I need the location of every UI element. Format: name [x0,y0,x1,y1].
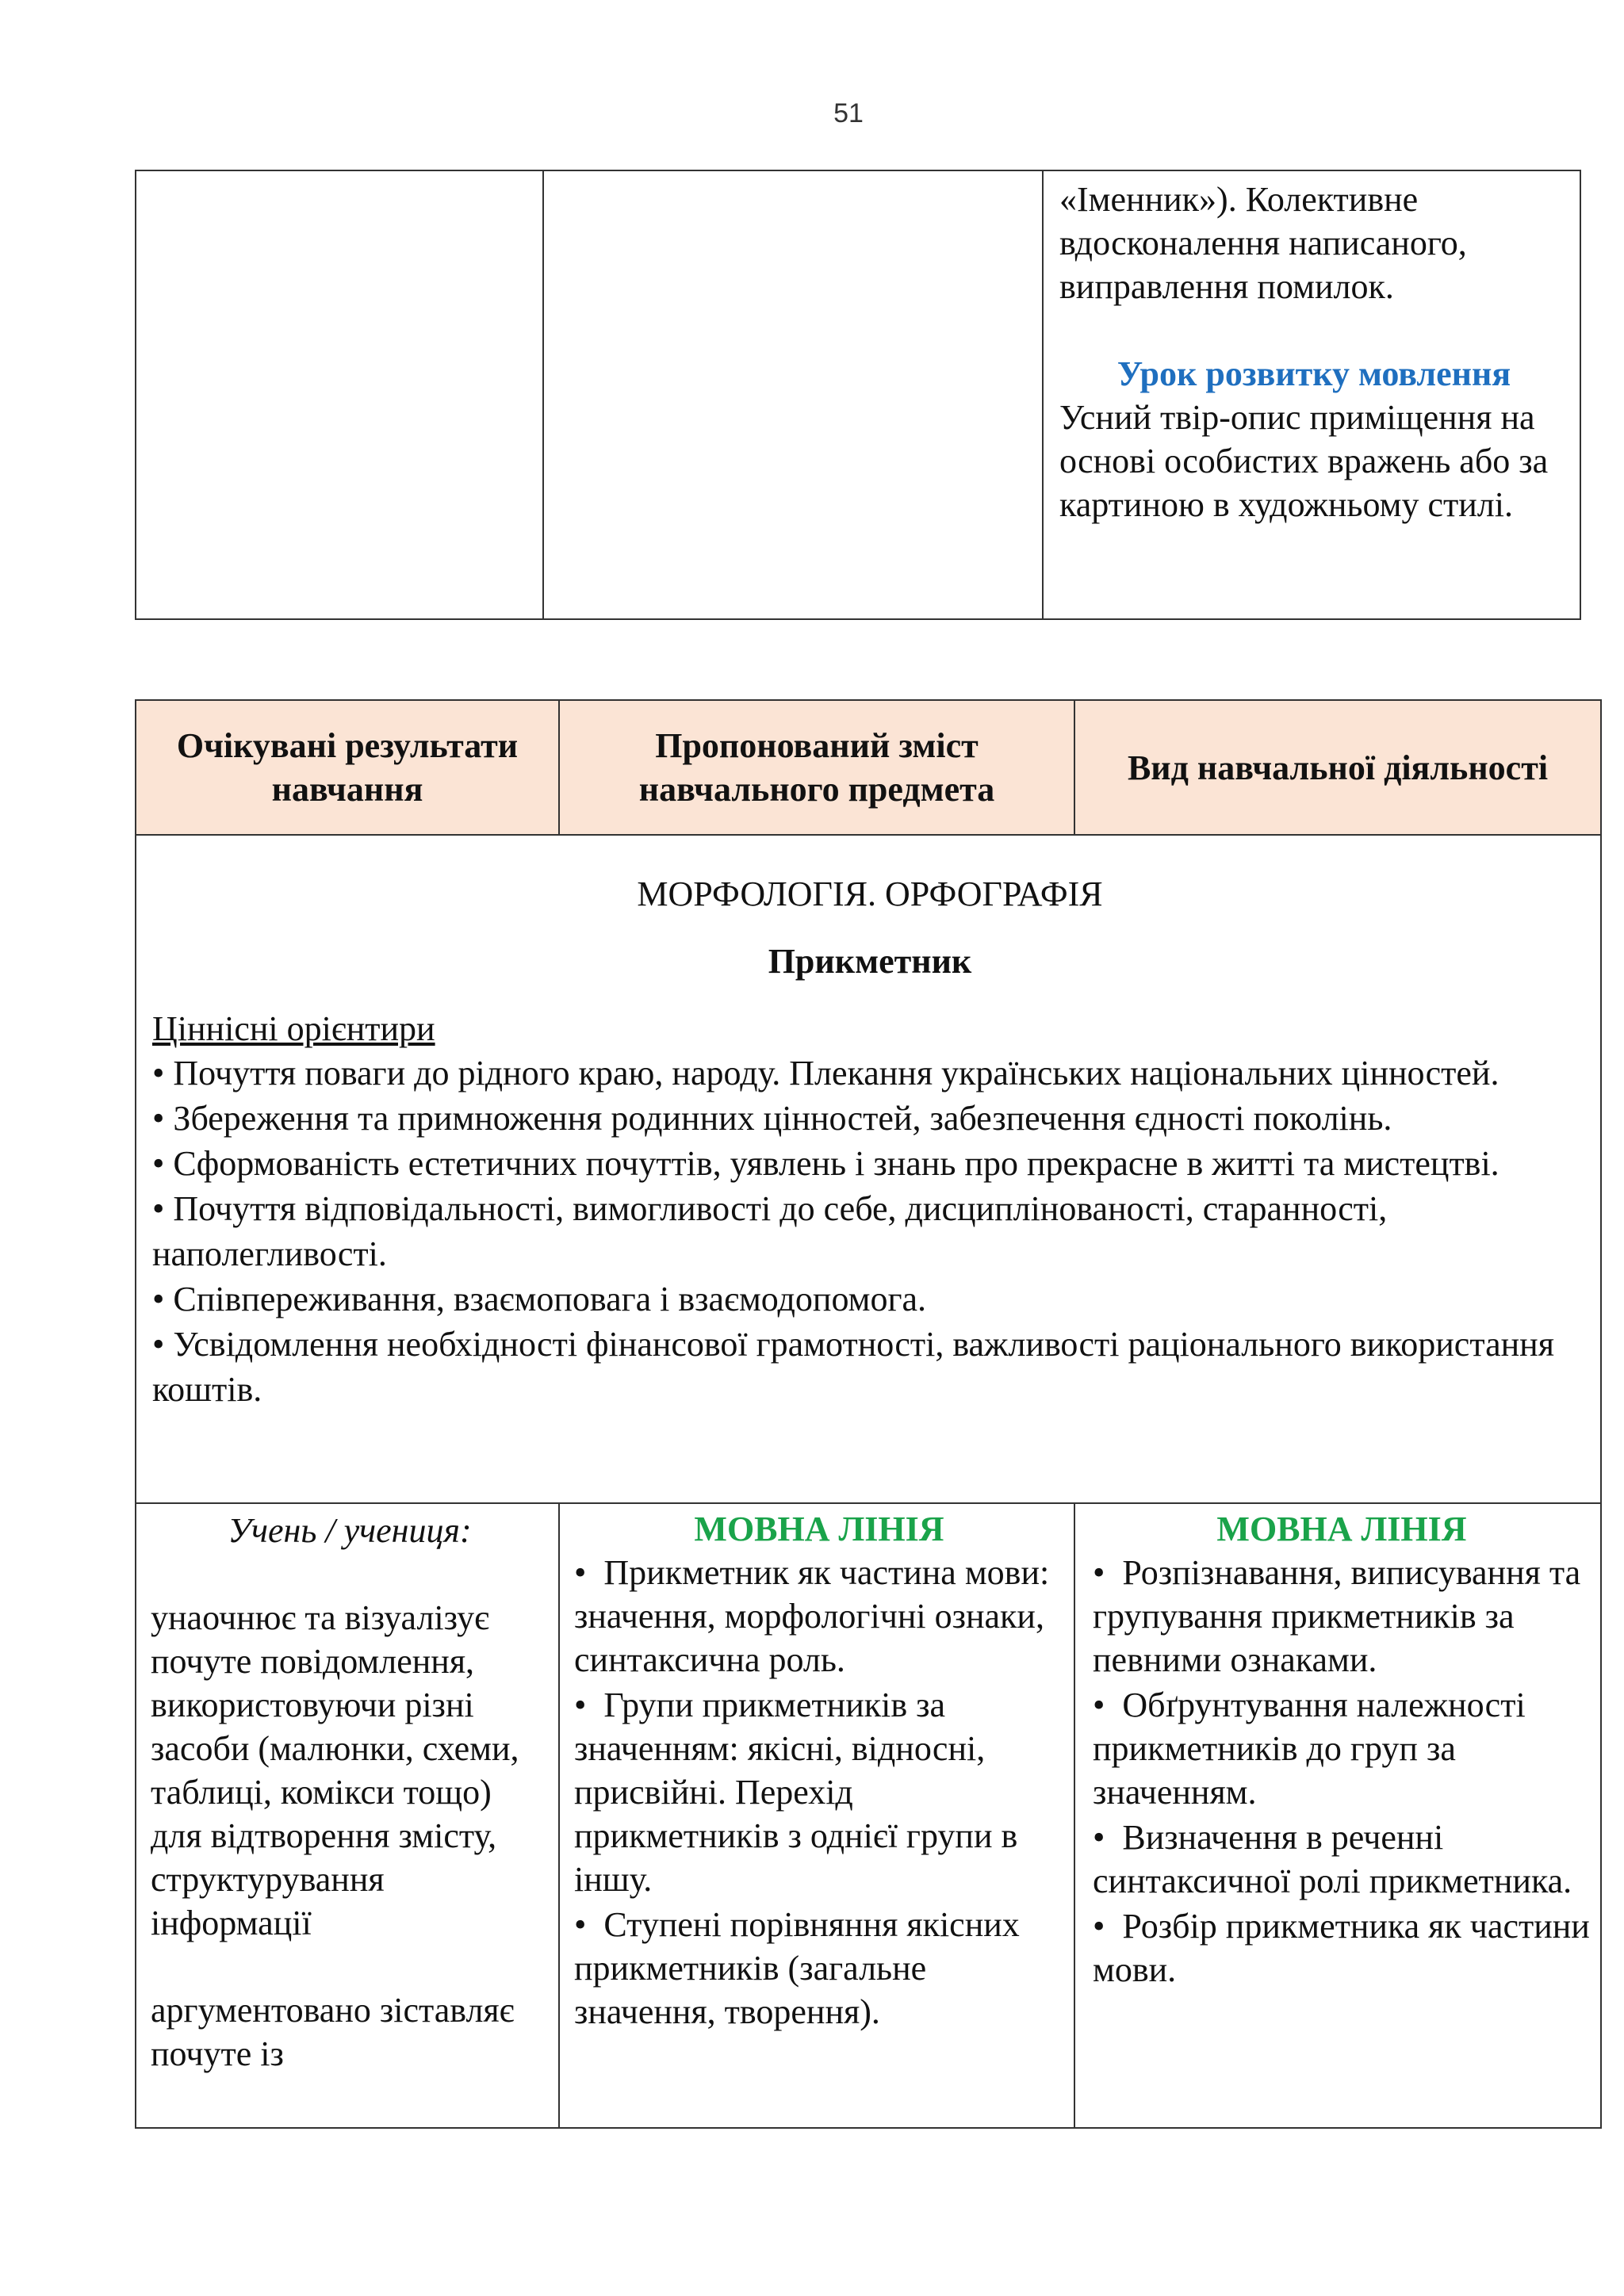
bullet-icon: • [1093,1907,1123,1946]
list-item: • Почуття поваги до рідного краю, народу. Плекання українських національних цінностей. [152,1054,1500,1093]
section-cell [136,835,1601,1503]
activity-paragraph: «Іменник»). Колективне вдосконалення написаного, виправлення помилок. [1059,180,1467,306]
table-row [136,170,1580,619]
list-item: • Прикметник як частина мови: значення, морфологічні ознаки, синтаксична роль. [574,1553,1050,1679]
values-list [152,1050,1588,1412]
values-heading: Ціннісні орієнтири [152,1009,435,1048]
list-item: • Збереження та примноження родинних цінностей, забезпечення єдності поколінь. [152,1099,1392,1138]
list-item: • Почуття відповідальності, вимогливості до себе, дисциплінованості, старанності, наполегливості. [152,1189,1388,1273]
list-item: • Усвідомлення необхідності фінансової грамотності, важливості раціонального використання коштів. [152,1325,1554,1409]
bullet-icon: • [574,1686,604,1724]
activity-list [1093,1551,1591,1992]
outcome-text: аргументовано зіставляє почуте із [151,1991,515,2073]
list-item: • Обґрунтування належності прикметників до груп за значенням. [1093,1686,1526,1812]
list-item: • Ступені порівняння якісних прикметників (загальне значення, творення). [574,1905,1020,2031]
bullet-icon: • [152,1099,174,1138]
table-row [136,1503,1601,2128]
empty-cell-content [543,170,1043,619]
lesson-text: Усний твір-опис приміщення на основі особистих вражень або за картиною в художньому стилі. [1059,398,1549,524]
header-activity-type: Вид навчальної діяльності [1074,700,1601,835]
content-cell [559,1503,1074,2128]
outcome-text: унаочнює та візуалізує почуте повідомлення, використовуючи різні засоби (малюнки, схеми, таблиці, комікси тощо) для відтворення змісту, структурування інформації [151,1598,519,1942]
bullet-icon: • [152,1054,174,1093]
list-item: • Співпереживання, взаємоповага і взаємодопомога. [152,1280,927,1318]
bullet-icon: • [574,1905,604,1944]
learner-label: Учень / учениця: [228,1511,472,1550]
list-item: • Розпізнавання, виписування та групування прикметників за певними ознаками. [1093,1553,1581,1679]
continuation-table [135,170,1581,620]
bullet-icon: • [152,1280,174,1318]
section-row [136,835,1601,1503]
empty-cell-outcomes [136,170,543,619]
section-title: МОРФОЛОГІЯ. ОРФОГРАФІЯ [637,874,1103,913]
list-item: • Визначення в реченні синтаксичної ролі прикметника. [1093,1818,1572,1900]
content-list [574,1551,1064,2034]
activity-cell [1043,170,1580,619]
content-line-heading: МОВНА ЛІНІЯ [694,1510,944,1548]
bullet-icon: • [152,1189,174,1228]
bullet-icon: • [152,1325,174,1364]
page-number: 51 [833,98,864,128]
header-row [136,700,1601,835]
activity-cell [1074,1503,1601,2128]
bullet-icon: • [152,1144,174,1183]
header-expected-results: Очікувані результати навчання [136,700,559,835]
curriculum-table [135,699,1602,2129]
list-item: • Групи прикметників за значенням: якісні, відносні, присвійні. Перехід прикметників з однієї групи в іншу. [574,1686,1018,1899]
bullet-icon: • [1093,1818,1123,1857]
section-subtitle: Прикметник [768,942,972,981]
outcomes-cell [136,1503,559,2128]
list-item: • Сформованість естетичних почуттів, уявлень і знань про прекрасне в житті та мистецтві. [152,1144,1500,1183]
list-item: • Розбір прикметника як частини мови. [1093,1907,1590,1989]
activity-line-heading: МОВНА ЛІНІЯ [1216,1510,1467,1548]
bullet-icon: • [574,1553,604,1592]
lesson-heading: Урок розвитку мовлення [1116,354,1511,393]
header-proposed-content: Пропонований зміст навчального предмета [559,700,1074,835]
bullet-icon: • [1093,1553,1123,1592]
bullet-icon: • [1093,1686,1123,1724]
